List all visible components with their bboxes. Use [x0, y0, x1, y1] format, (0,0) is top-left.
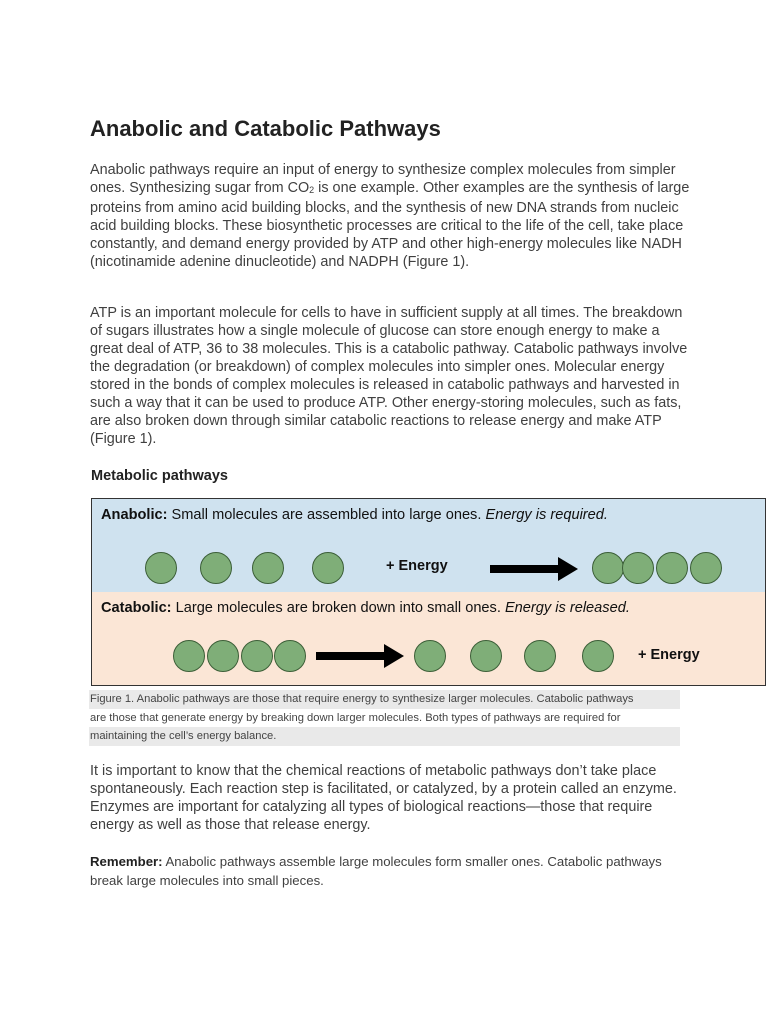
paragraph-catabolic: ATP is an important molecule for cells to have in sufficient supply at all times. The breakdown of sugars illustrates how a single molecule of glucose can store enough energy to make a great deal of ATP, 36 to 38 molecules. This is a catabolic pathway. Catabolic pathways involve the degradation (or breakdown) of complex molecules into simpler ones. Molecular energy stored in the bonds of complex molecules is released in catabolic pathways and harvested in such a way that it can be used to produce ATP. Other energy-storing molecules, such as fats, are also broken down through similar catabolic reactions to release energy and make ATP (Figure 1). — [90, 305, 688, 447]
small-molecule — [200, 552, 232, 584]
catabolic-label: Catabolic: — [101, 600, 172, 616]
small-molecule — [145, 552, 177, 584]
page-title: Anabolic and Catabolic Pathways — [90, 116, 441, 141]
small-molecule — [524, 640, 556, 672]
catabolic-arrow — [316, 644, 406, 668]
catabolic-description — [101, 600, 630, 616]
paragraph-anabolic — [90, 161, 690, 271]
figure-caption — [89, 690, 680, 746]
anabolic-text: Small molecules are assembled into large ones. — [167, 507, 486, 523]
small-molecule — [414, 640, 446, 672]
large-molecule-unit — [241, 640, 273, 672]
anabolic-band — [92, 499, 765, 593]
anabolic-arrow — [490, 557, 580, 581]
remember-text: Anabolic pathways assemble large molecules form smaller ones. Catabolic pathways break large molecules into small pieces. — [90, 854, 662, 888]
paragraph-enzymes: It is important to know that the chemical reactions of metabolic pathways don’t take place spontaneously. Each reaction step is facilitated, or catalyzed, by a protein called an enzyme. Enzymes are important for catalyzing all types of biological reactions—those that require energy as well as those that release energy. — [90, 763, 677, 833]
small-molecule — [252, 552, 284, 584]
paragraph-anabolic-text-start: Anabolic pathways require an input of energy to synthesize complex molecules from simpler ones. Synthesizing sugar from CO — [90, 162, 676, 196]
caption-line: are those that generate energy by breaking down larger molecules. Both types of pathways are required for — [90, 711, 621, 724]
catabolic-text: Large molecules are broken down into small ones. — [171, 600, 505, 616]
paragraph-anabolic-text-end: is one example. Other examples are the synthesis of large proteins from amino acid building blocks, and the synthesis of new DNA strands from nucleic acid building blocks. These biosynthetic processes are critical to the life of the cell, take place constantly, and demand energy provided by ATP and other high-energy molecules like NADH (nicotinamide adenine dinucleotide) and NADPH (Figure 1). — [90, 180, 690, 270]
energy-input-label: + Energy — [386, 558, 448, 574]
figure-title: Metabolic pathways — [91, 468, 228, 484]
small-molecule — [582, 640, 614, 672]
caption-line: Figure 1. Anabolic pathways are those that require energy to synthesize larger molecules. Catabolic pathways — [89, 690, 680, 709]
remember-note — [90, 852, 690, 890]
small-molecule — [470, 640, 502, 672]
co2-subscript: 2 — [309, 185, 315, 195]
metabolic-pathways-figure — [91, 498, 766, 686]
large-molecule-unit — [592, 552, 624, 584]
large-molecule-unit — [274, 640, 306, 672]
large-molecule-unit — [207, 640, 239, 672]
anabolic-label: Anabolic: — [101, 507, 168, 523]
large-molecule-unit — [173, 640, 205, 672]
caption-line: maintaining the cell’s energy balance. — [89, 727, 680, 746]
anabolic-description — [101, 507, 608, 523]
large-molecule-unit — [690, 552, 722, 584]
anabolic-emphasis: Energy is required. — [485, 507, 608, 523]
large-molecule-unit — [656, 552, 688, 584]
energy-output-label: + Energy — [638, 647, 700, 663]
remember-label: Remember: — [90, 854, 163, 869]
catabolic-band — [92, 592, 765, 685]
large-molecule-unit — [622, 552, 654, 584]
catabolic-emphasis: Energy is released. — [504, 600, 630, 616]
small-molecule — [312, 552, 344, 584]
